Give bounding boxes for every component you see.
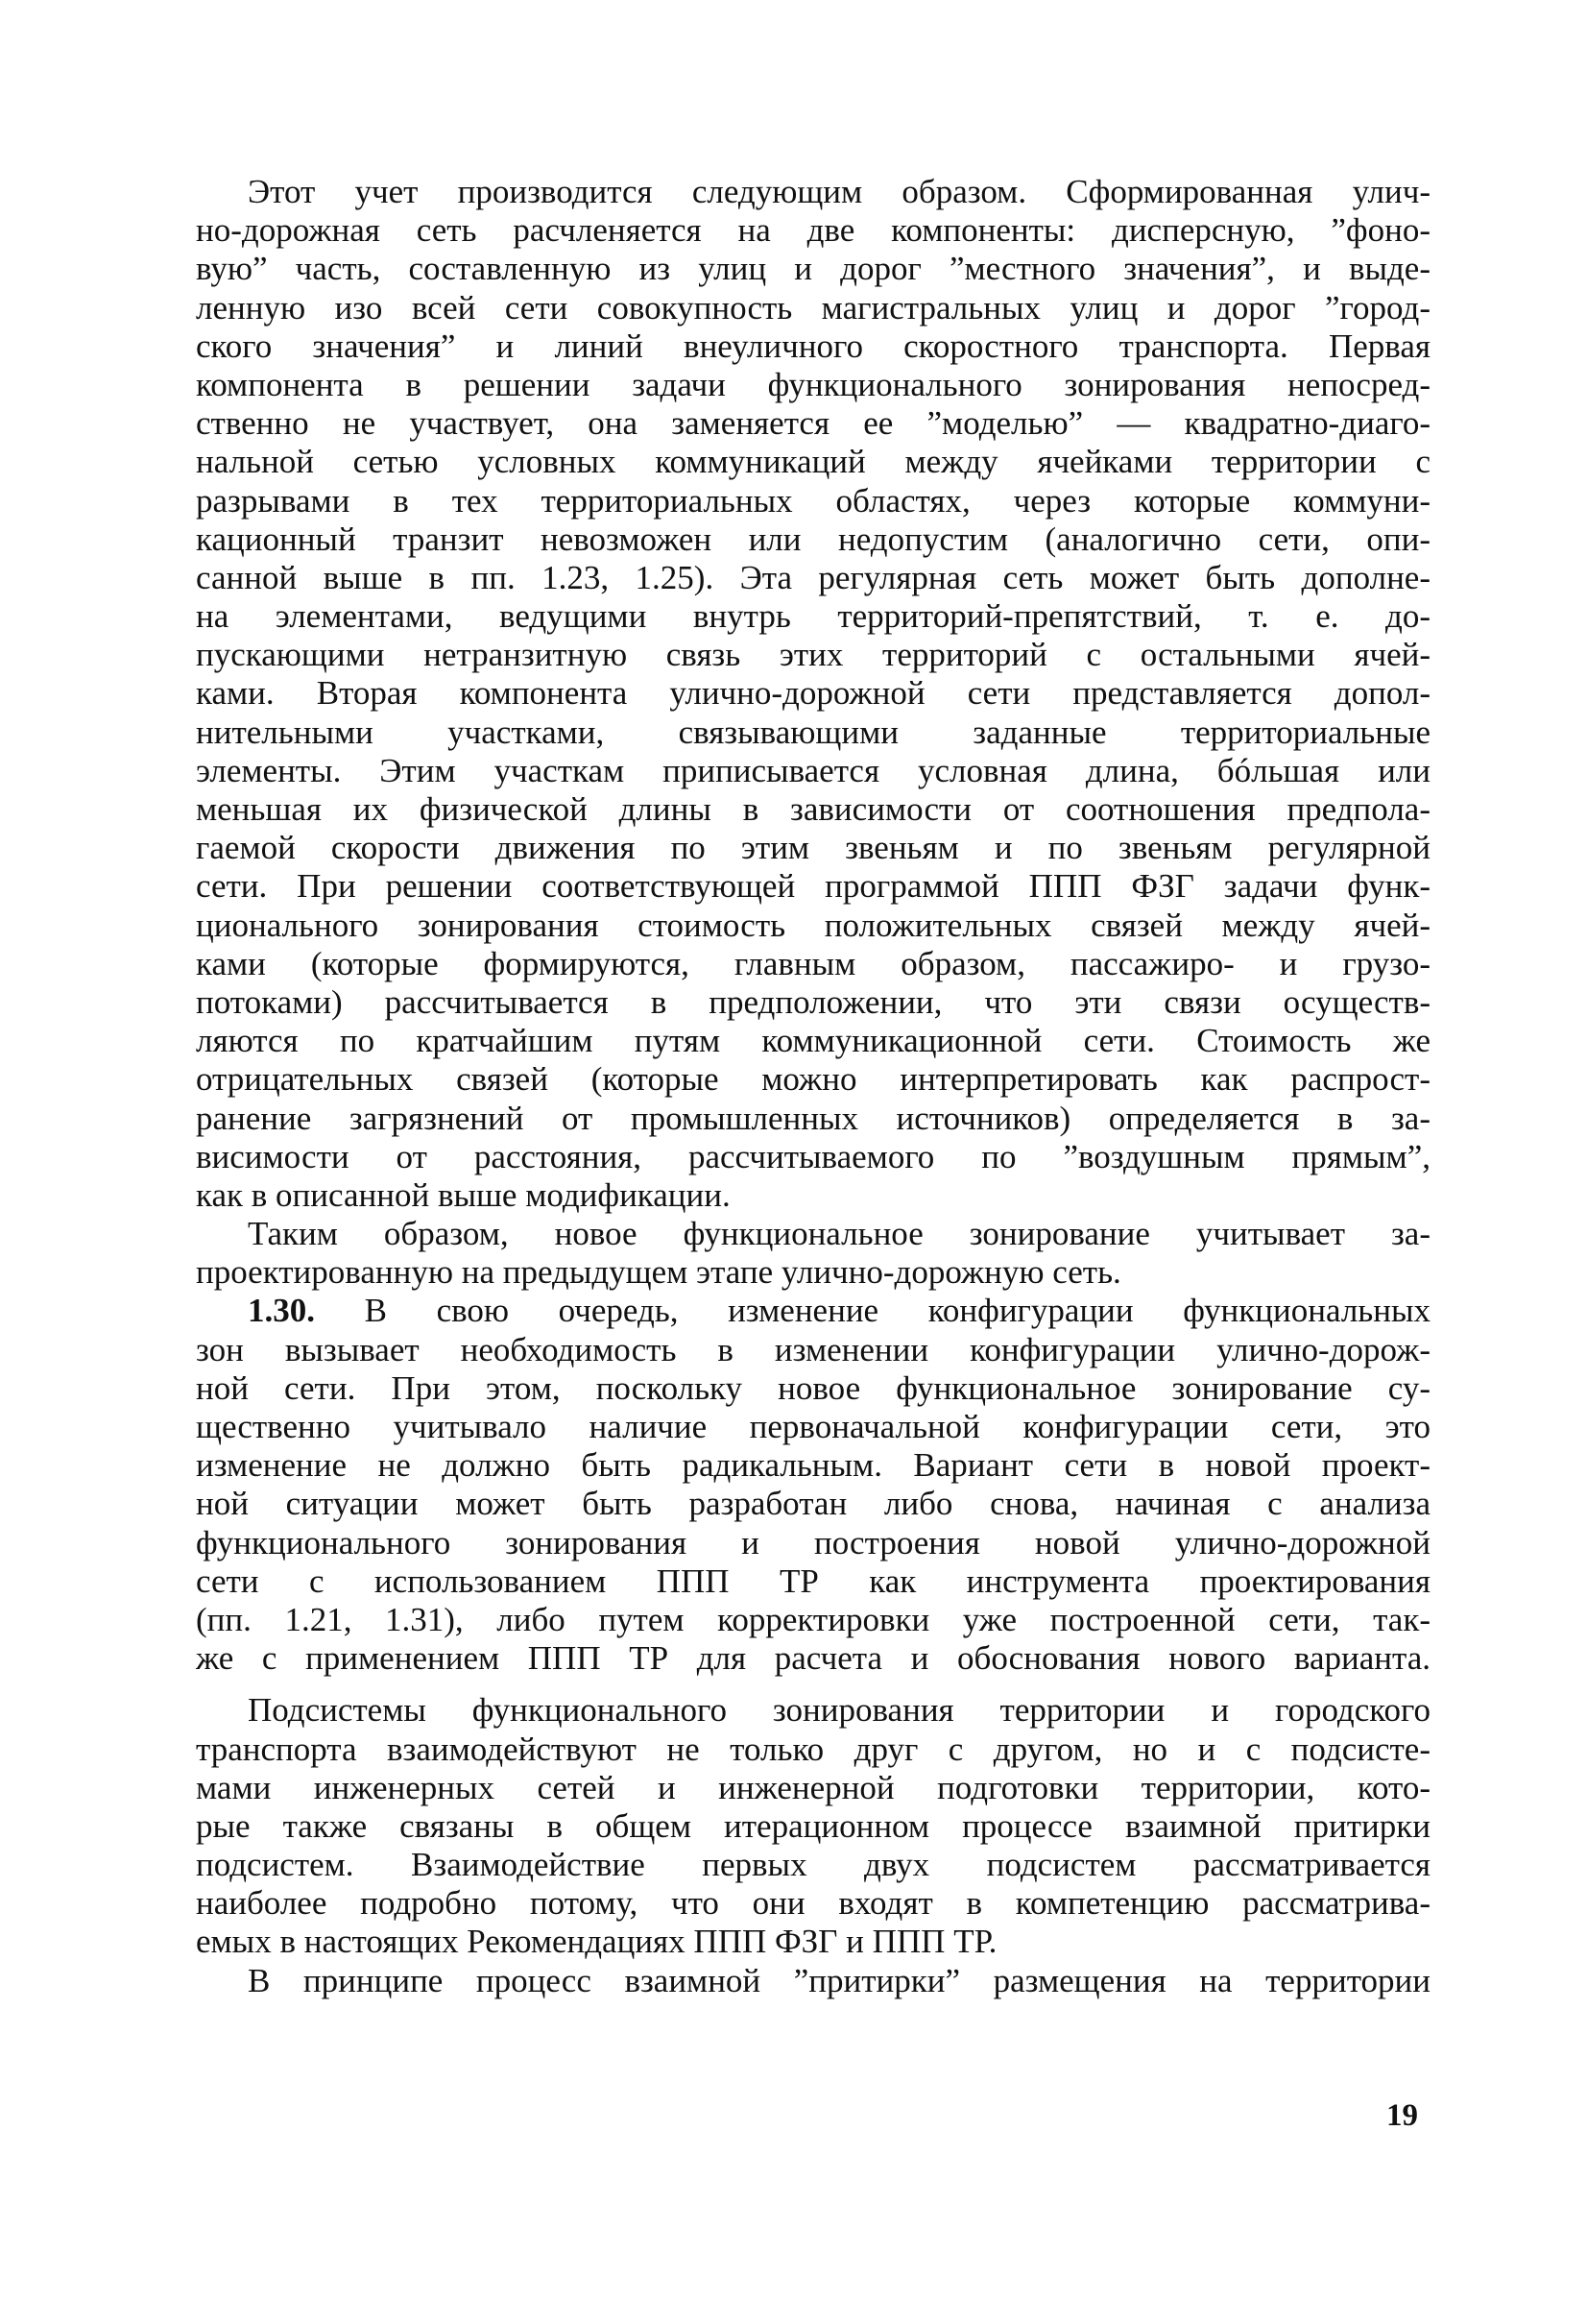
- paragraph-gap: [196, 1678, 1431, 1691]
- text-line: сети с использованием ППП ТР как инструмента проектирования: [196, 1561, 1431, 1600]
- text-line: В принципе процесс взаимной ”притирки” размещения на территории: [248, 1961, 1431, 1999]
- text-line: элементы. Этим участкам приписывается условная длина, бóльшая или: [196, 751, 1431, 789]
- text-line: проектированную на предыдущем этапе улично-дорожную сеть.: [196, 1253, 1121, 1292]
- text-line: кационный транзит невозможен или недопустим (аналогично сети, опи-: [196, 520, 1431, 558]
- text-line: меньшая их физической длины в зависимости от соотношения предпола-: [196, 790, 1431, 828]
- text-line: Подсистемы функционального зонирования территории и городского: [248, 1691, 1431, 1730]
- text-line: ского значения” и линий внеуличного скоростного транспорта. Первая: [196, 327, 1431, 365]
- text-line: ленную изо всей сети совокупность магистральных улиц и дорог ”город-: [196, 288, 1431, 327]
- text-line: рые также связаны в общем итерационном процессе взаимной притирки: [196, 1806, 1431, 1845]
- text-line: зон вызывает необходимость в изменении конфигурации улично-дорож-: [196, 1330, 1431, 1368]
- text-line: (пп. 1.21, 1.31), либо путем корректировки уже построенной сети, так-: [196, 1600, 1431, 1638]
- text-line: вую” часть, составленную из улиц и дорог ”местного значения”, и выде-: [196, 250, 1431, 288]
- text-line: В свою очередь, изменение конфигурации функциональных: [364, 1292, 1431, 1330]
- text-line: Таким образом, новое функциональное зонирование учитывает за-: [248, 1215, 1431, 1253]
- section-line: [196, 1292, 1431, 1330]
- text-line: транспорта взаимодействуют не только друг с другом, но и с подсисте-: [196, 1730, 1431, 1768]
- text-line: потоками) рассчитывается в предположении, что эти связи осуществ-: [196, 982, 1431, 1021]
- text-line: как в описанной выше модификации.: [196, 1175, 731, 1214]
- text-line: разрывами в тех территориальных областях, через которые коммуни-: [196, 481, 1431, 520]
- text-line: ной ситуации может быть разработан либо снова, начиная с анализа: [196, 1485, 1431, 1523]
- text-line: санной выше в пп. 1.23, 1.25). Эта регулярная сеть может быть дополне-: [196, 558, 1431, 596]
- text-line: пускающими нетранзитную связь этих территорий с остальными ячей-: [196, 636, 1431, 674]
- text-line: функционального зонирования и построения новой улично-дорожной: [196, 1523, 1431, 1561]
- text-line: мами инженерных сетей и инженерной подготовки территории, кото-: [196, 1768, 1431, 1806]
- text-line: но-дорожная сеть расчленяется на две компоненты: дисперсную, ”фоно-: [196, 211, 1431, 250]
- text-line: ками. Вторая компонента улично-дорожной сети представляется допол-: [196, 674, 1431, 713]
- text-line: нительными участками, связывающими заданные территориальные: [196, 713, 1431, 751]
- text-line: ками (которые формируются, главным образом, пассажиро- и грузо-: [196, 944, 1431, 982]
- text-line: сети. При решении соответствующей программой ППП ФЗГ задачи функ-: [196, 867, 1431, 906]
- text-line: ционального зонирования стоимость положительных связей между ячей-: [196, 906, 1431, 944]
- body-text: [196, 173, 1431, 2000]
- text-line: ственно не участвует, она заменяется ее ”моделью” — квадратно-диаго-: [196, 404, 1431, 443]
- text-line: ной сети. При этом, поскольку новое функциональное зонирование су-: [196, 1368, 1431, 1407]
- section-number: 1.30.: [248, 1292, 315, 1330]
- text-line: нальной сетью условных коммуникаций между ячейками территории с: [196, 443, 1431, 481]
- text-line: емых в настоящих Рекомендациях ППП ФЗГ и ППП ТР.: [196, 1923, 998, 1961]
- page-number: 19: [1386, 2098, 1418, 2133]
- text-line: ляются по кратчайшим путям коммуникационной сети. Стоимость же: [196, 1022, 1431, 1060]
- text-line: на элементами, ведущими внутрь территорий-препятствий, т. е. до-: [196, 597, 1431, 636]
- text-line: Этот учет производится следующим образом. Сформированная улич-: [248, 173, 1431, 210]
- text-line: изменение не должно быть радикальным. Вариант сети в новой проект-: [196, 1446, 1431, 1485]
- text-line: висимости от расстояния, рассчитываемого по ”воздушным прямым”,: [196, 1137, 1431, 1175]
- text-line: подсистем. Взаимодействие первых двух подсистем рассматривается: [196, 1846, 1431, 1884]
- text-line: компонента в решении задачи функционального зонирования непосред-: [196, 365, 1431, 403]
- text-line: же с применением ППП ТР для расчета и обоснования нового варианта.: [196, 1639, 1431, 1678]
- text-line: ранение загрязнений от промышленных источников) определяется в за-: [196, 1099, 1431, 1137]
- text-line: отрицательных связей (которые можно интерпретировать как распрост-: [196, 1060, 1431, 1099]
- text-line: гаемой скорости движения по этим звеньям и по звеньям регулярной: [196, 829, 1431, 867]
- text-line: наиболее подробно потому, что они входят в компетенцию рассматрива-: [196, 1884, 1431, 1923]
- text-line: щественно учитывало наличие первоначальной конфигурации сети, это: [196, 1408, 1431, 1445]
